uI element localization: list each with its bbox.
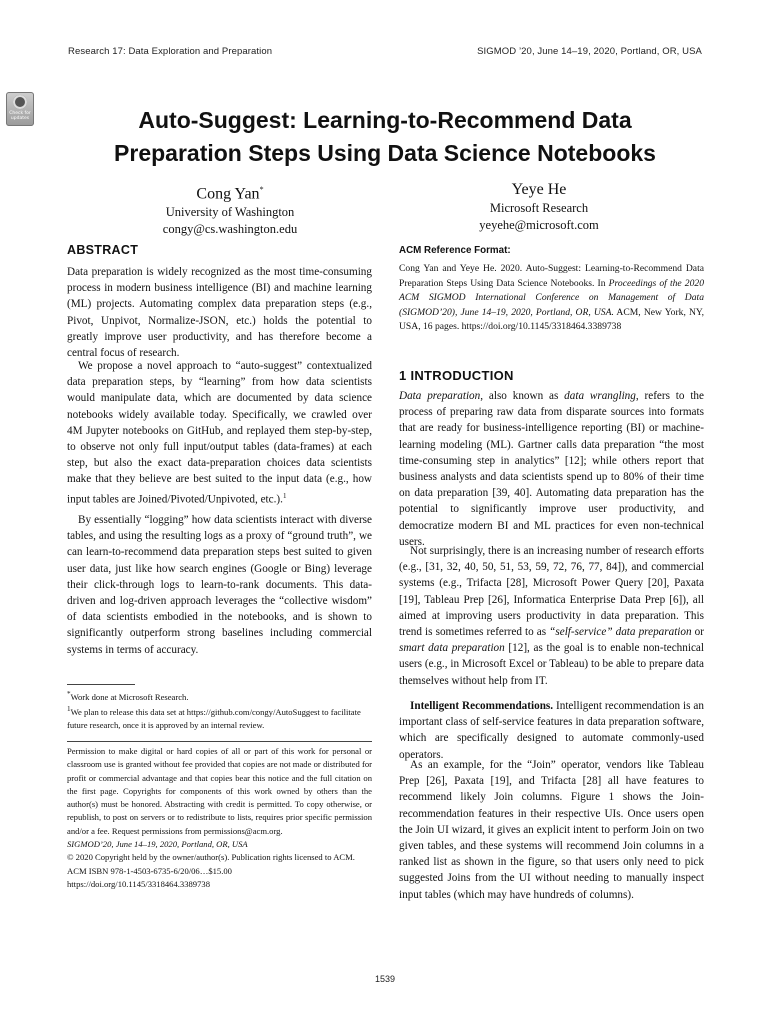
update-icon <box>13 95 27 109</box>
permission-doi[interactable]: https://doi.org/10.1145/3318464.3389738 <box>67 878 210 889</box>
title-line-1: Auto-Suggest: Learning-to-Recommend Data <box>138 107 632 133</box>
acm-reference-proceedings: Proceedings of the 2020 ACM SIGMOD International Conference on Management of Data (SIGMOD’20), June 14–19, 2020, Portland, OR, USA. <box>399 277 704 318</box>
permission-isbn: ACM ISBN 978-1-4503-6735-6/20/06…$15.00 <box>67 865 232 876</box>
footnote-star-mark: * <box>67 690 71 698</box>
author-footnote-mark: * <box>259 185 264 194</box>
footnotes <box>67 684 372 731</box>
intro-term-data-preparation: Data preparation <box>399 390 481 402</box>
author-block-1 <box>80 180 380 238</box>
intro-p2-or: or <box>691 626 704 639</box>
introduction-heading: 1 INTRODUCTION <box>399 368 514 383</box>
intro-paragraph-4: As an example, for the “Join” operator, vendors like Tableau Prep [26], Paxata [19], and Trifacta [28] all have features to recommend likely Join columns. Figure 1 shows the Join-recommendation features in their respective UIs. Once users open the Join UI wizard, it gives an explicit intent to perform Join on two given tables, and these systems will recommend Join columns in a ranked list as shown in the figure, so that users only need to pick suggested Joins from the UI without needing to manually inspect input tables (which may have hundreds of columns). <box>399 759 704 901</box>
permission-text: Permission to make digital or hard copies of all or part of this work for personal or classroom use is granted without fee provided that copies are not made or distributed for profit or commercial advantage and that copies bear this notice and the full citation on the first page. Copyrights for components of this work owned by others than the author(s) must be honored. Abstracting with credit is permitted. To copy otherwise, or republish, to post on servers or to redistribute to lists, requires prior specific permission and/or a fee. Request permissions from permissions@acm.org. <box>67 746 372 836</box>
acm-reference-text <box>399 262 704 335</box>
author-email[interactable]: yeyehe@microsoft.com <box>479 218 599 232</box>
footnote-star-text: Work done at Microsoft Research. <box>70 691 189 702</box>
footnote-1-mark: 1 <box>67 705 71 714</box>
author-email[interactable]: congy@cs.washington.edu <box>162 222 298 237</box>
intro-p1-part-a: , also known as <box>480 390 565 402</box>
footnote-rule <box>67 684 135 685</box>
author-name-text: Cong Yan <box>196 185 260 203</box>
abstract-paragraph-1: Data preparation is widely recognized as the most time-consuming process in modern business intelligence (BI) and machine learning (ML) projects. Automating complex data preparation steps (e.g., Pivot, Unpivot, Normalize-JSON, etc.) holds the potential to greatly improve user productivity, and has therefore become a central focus of research. <box>67 266 372 360</box>
footnote-star <box>67 688 372 703</box>
permission-block <box>67 741 372 891</box>
intro-subheading-recommendations: Intelligent Recommendations. <box>410 700 554 712</box>
intro-paragraph-1 <box>399 388 704 550</box>
permission-copyright: © 2020 Copyright held by the owner/author(s). Publication rights licensed to ACM. <box>67 852 355 863</box>
page-number: 1539 <box>374 974 396 984</box>
intro-term-self-service: “self-service” data preparation <box>549 626 692 639</box>
author-block-2 <box>389 180 689 234</box>
intro-term-smart-data-prep: smart data preparation <box>399 642 505 655</box>
paper-title <box>60 104 710 170</box>
acm-reference-heading: ACM Reference Format: <box>399 245 511 256</box>
abstract-paragraph-2-text: We propose a novel approach to “auto-suggest” contextualized data preparation steps, by “learning” from how data scientists would manipulate data, which are documented by data science notebooks widely available today. Specifically, we crawled over 4M Jupyter notebooks on GitHub, and replayed them step-by-step, to observe not only full input/output tables (data-frames) at each step, but also the exact data-preparation choices data scientists make that they believe are best suited to the input data (e.g., how input tables are Joined/Pivoted/Unpivoted, etc.). <box>67 360 372 506</box>
intro-p2-part-a: Not surprisingly, there is an increasing number of research efforts (e.g., [31, 32, 40, 50, 51, 53, 59, 72, 76, 77, 84]), and commercial systems (e.g., Trifacta [28], Microsoft Power Query [20], Paxata [19], Tableau Prep [26], Informatica Enterprise Data Prep [6]), all aimed at improving users productivity in data preparation. This trend is sometimes referred to as <box>399 545 704 639</box>
abstract-heading: ABSTRACT <box>67 243 139 257</box>
author-name-text: Yeye He <box>511 181 567 198</box>
title-line-2: Preparation Steps Using Data Science Notebooks <box>114 140 656 166</box>
check-for-updates-badge[interactable] <box>6 92 34 126</box>
author-name <box>80 180 380 204</box>
author-affiliation: Microsoft Research <box>489 201 589 215</box>
running-header-right: SIGMOD ’20, June 14–19, 2020, Portland, OR, USA <box>477 46 702 57</box>
running-header-left: Research 17: Data Exploration and Preparation <box>68 46 273 57</box>
intro-p1-part-b: , refers to the process of preparing raw data from disparate sources into formats that are ready for business-intelligence reporting (BI) or machine-learning modeling (ML). Gartner calls data preparation “the most time-consuming step in analytics” [12]; while others report that business analysts and data scientists spend up to 80% of their time on data preparation [39, 40]. Automating data preparation has the potential to significantly improve user productivity, and democratize modern BI and ML practices for even non-technical users. <box>399 390 704 548</box>
acm-reference-authors-title: Cong Yan and Yeye He. 2020. Auto-Suggest: Learning-to-Recommend Data Preparation Steps Using Data Science Notebooks. In <box>399 263 704 289</box>
footnote-1-text: We plan to release this data set at https://github.com/congy/AutoSuggest to facilitate future research, once it is approved by an internal review. <box>67 707 361 730</box>
intro-p2-part-b: [12], as the goal is to enable non-technical users (e.g., in Microsoft Excel or Tableau) to be able to prepare data themselves without help from IT. <box>399 642 704 687</box>
intro-term-data-wrangling: data wrangling <box>564 390 636 402</box>
permission-venue-text: SIGMOD’20, June 14–19, 2020, Portland, OR, USA <box>67 839 248 850</box>
intro-paragraph-3 <box>399 698 704 763</box>
author-affiliation: University of Washington <box>165 205 295 220</box>
abstract-paragraph-2 <box>67 358 372 508</box>
permission-venue <box>67 838 372 851</box>
footnote-1 <box>67 703 372 731</box>
intro-p3-text: Intelligent recommendation is an important class of self-service features in data preparation software, which are specifically designed to automate commonly-used operators. <box>399 700 704 761</box>
acm-reference-rest: ACM, New York, NY, USA, 16 pages. https://doi.org/10.1145/3318464.3389738 <box>399 306 704 333</box>
abstract-paragraph-3: By essentially “logging” how data scientists interact with diverse tables, and using the resulting logs as a proxy of “ground truth”, we can learn-to-recommend data preparation steps best suited to given user data, just like how search engines (Google or Bing) leverage their click-through logs to learn-to-rank documents. This data-driven and log-driven approach leverages the “collective wisdom” of data scientists embodied in the notebooks, and is shown to significantly outperform strong baselines including commercial systems in terms of accuracy. <box>67 514 372 656</box>
footnote-ref[interactable]: 1 <box>282 491 287 500</box>
intro-paragraph-2 <box>399 543 704 689</box>
author-name <box>389 180 689 200</box>
badge-text: Check for updates <box>9 111 31 121</box>
